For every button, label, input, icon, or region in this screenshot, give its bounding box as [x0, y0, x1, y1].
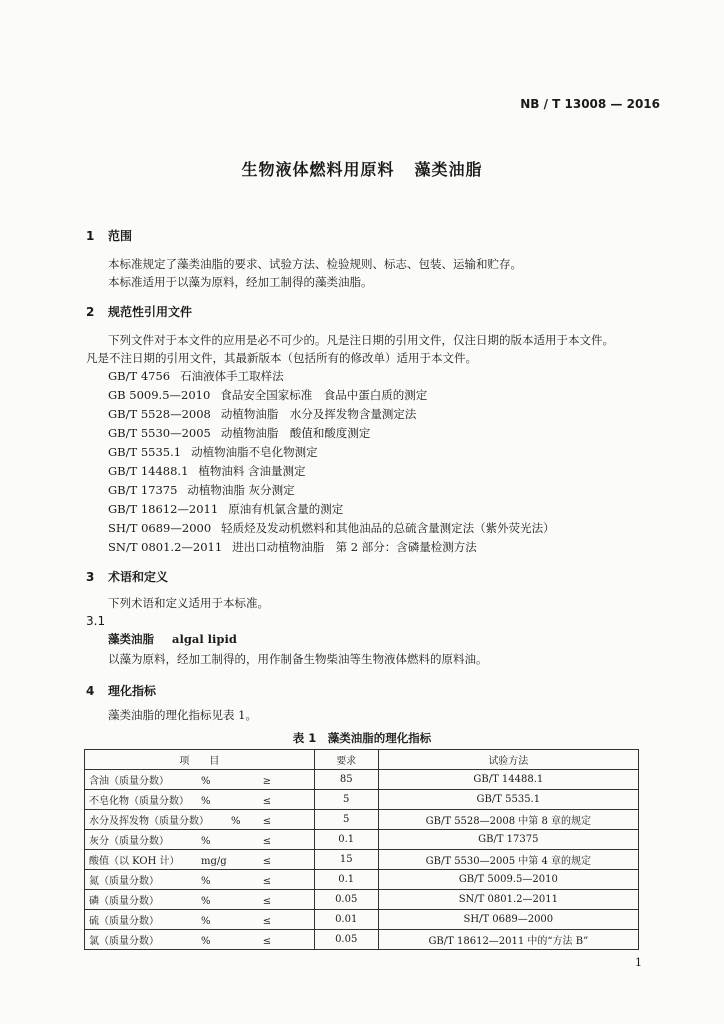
item-relation: ≤ — [262, 856, 272, 867]
item-relation: ≤ — [262, 936, 272, 947]
item-name: 氮（质量分数） — [89, 876, 159, 887]
item-name: 灰分（质量分数） — [89, 836, 169, 847]
item-cell — [85, 890, 315, 910]
terms-intro: 下列术语和定义适用于本标准。 — [108, 596, 269, 610]
reference-title: 动植物油脂 灰分测定 — [187, 483, 295, 497]
item-unit: % — [201, 796, 211, 807]
item-unit: % — [201, 836, 211, 847]
reference-code: GB/T 5535.1 — [108, 445, 182, 459]
test-method: SN/T 0801.2—2011 — [378, 890, 638, 910]
table-row — [85, 770, 639, 790]
term-chinese: 藻类油脂 — [108, 632, 154, 646]
reference-item — [108, 501, 343, 517]
header-item: 项 目 — [85, 750, 315, 770]
table-row — [85, 870, 639, 890]
references-intro-line-1: 下列文件对于本文件的应用是必不可少的。凡是注日期的引用文件，仅注日期的版本适用于本文件。 — [108, 333, 614, 347]
reference-title: 动植物油脂 水分及挥发物含量测定法 — [220, 407, 417, 421]
section-number: 4 — [86, 684, 95, 698]
item-name: 含油（质量分数） — [89, 776, 169, 787]
requirement-value: 0.1 — [314, 830, 378, 850]
requirement-value: 85 — [314, 770, 378, 790]
test-method: GB/T 18612—2011 中的“方法 B” — [378, 930, 638, 950]
reference-code: GB/T 18612—2011 — [108, 502, 219, 516]
title-sub: 藻类油脂 — [414, 160, 483, 179]
item-cell — [85, 930, 315, 950]
header-test-method: 试验方法 — [378, 750, 638, 770]
item-unit: % — [201, 896, 211, 907]
item-cell — [85, 910, 315, 930]
item-unit: % — [201, 876, 211, 887]
item-relation: ≤ — [262, 796, 272, 807]
term-number: 3.1 — [86, 614, 106, 628]
item-name: 酸值（以 KOH 计） — [89, 856, 180, 867]
reference-code: SH/T 0689—2000 — [108, 521, 212, 535]
reference-title: 食品安全国家标准 食品中蛋白质的测定 — [220, 388, 428, 402]
requirement-value: 0.05 — [314, 890, 378, 910]
item-relation: ≤ — [262, 836, 272, 847]
reference-code: SN/T 0801.2—2011 — [108, 540, 223, 554]
item-relation: ≤ — [262, 876, 272, 887]
requirement-value: 5 — [314, 810, 378, 830]
table-row — [85, 930, 639, 950]
item-unit: % — [201, 936, 211, 947]
test-method: GB/T 5528—2008 中第 8 章的规定 — [378, 810, 638, 830]
test-method: GB/T 14488.1 — [378, 770, 638, 790]
document-title — [0, 157, 724, 180]
item-unit: % — [231, 816, 241, 827]
item-cell — [85, 810, 315, 830]
references-intro-line-2: 凡是不注日期的引用文件，其最新版本（包括所有的修改单）适用于本文件。 — [86, 351, 477, 365]
item-unit: % — [201, 916, 211, 927]
item-cell — [85, 850, 315, 870]
item-cell — [85, 790, 315, 810]
item-cell — [85, 770, 315, 790]
section-title: 术语和定义 — [108, 570, 169, 584]
reference-title: 石油液体手工取样法 — [180, 369, 284, 383]
reference-item — [108, 539, 477, 555]
table-caption: 表 1 藻类油脂的理化指标 — [292, 731, 432, 745]
spec-table — [84, 749, 639, 950]
requirement-value: 15 — [314, 850, 378, 870]
term-definition: 以藻为原料，经加工制得的，用作制备生物柴油等生物液体燃料的原料油。 — [108, 652, 488, 666]
table-row — [85, 890, 639, 910]
test-method: GB/T 17375 — [378, 830, 638, 850]
reference-item — [108, 387, 427, 403]
reference-title: 动植物油脂 酸值和酸度测定 — [220, 426, 371, 440]
item-name: 硫（质量分数） — [89, 916, 159, 927]
section-number: 3 — [86, 570, 95, 584]
reference-item — [108, 482, 295, 498]
term-entry — [108, 631, 237, 647]
reference-title: 植物油料 含油量测定 — [198, 464, 306, 478]
item-name: 不皂化物（质量分数） — [89, 796, 189, 807]
section-1-heading — [86, 227, 132, 244]
requirement-value: 0.01 — [314, 910, 378, 930]
test-method: SH/T 0689—2000 — [378, 910, 638, 930]
reference-item — [108, 368, 284, 384]
reference-item — [108, 444, 318, 460]
section-title: 理化指标 — [108, 684, 157, 698]
section-3-heading — [86, 568, 168, 585]
table-row — [85, 830, 639, 850]
item-name: 氯（质量分数） — [89, 936, 159, 947]
requirement-value: 5 — [314, 790, 378, 810]
test-method: GB/T 5009.5—2010 — [378, 870, 638, 890]
reference-title: 动植物油脂不皂化物测定 — [191, 445, 318, 459]
reference-code: GB/T 4756 — [108, 369, 171, 383]
item-relation: ≤ — [262, 896, 272, 907]
reference-code: GB 5009.5—2010 — [108, 388, 211, 402]
reference-title: 原油有机氯含量的测定 — [228, 502, 344, 516]
reference-item — [108, 406, 416, 422]
requirement-value: 0.05 — [314, 930, 378, 950]
reference-item — [108, 520, 555, 536]
reference-code: GB/T 17375 — [108, 483, 178, 497]
page-number: 1 — [635, 956, 642, 969]
reference-code: GB/T 5530—2005 — [108, 426, 211, 440]
header-requirement: 要求 — [314, 750, 378, 770]
item-relation: ≥ — [262, 776, 272, 787]
section-title: 规范性引用文件 — [108, 305, 193, 319]
term-english: algal lipid — [172, 632, 237, 646]
title-main: 生物液体燃料用原料 — [241, 160, 395, 179]
table-header-row — [85, 750, 639, 770]
item-relation: ≤ — [262, 816, 272, 827]
table-row — [85, 810, 639, 830]
scope-paragraph-1: 本标准规定了藻类油脂的要求、试验方法、检验规则、标志、包装、运输和贮存。 — [108, 257, 522, 271]
standard-code: NB / T 13008 — 2016 — [520, 97, 660, 111]
item-unit: mg/g — [201, 856, 227, 867]
table-row — [85, 790, 639, 810]
item-cell — [85, 830, 315, 850]
reference-item — [108, 425, 370, 441]
scope-paragraph-2: 本标准适用于以藻为原料，经加工制得的藻类油脂。 — [108, 275, 373, 289]
item-cell — [85, 870, 315, 890]
test-method: GB/T 5530—2005 中第 4 章的规定 — [378, 850, 638, 870]
test-method: GB/T 5535.1 — [378, 790, 638, 810]
item-relation: ≤ — [262, 916, 272, 927]
requirement-value: 0.1 — [314, 870, 378, 890]
table-reference-paragraph: 藻类油脂的理化指标见表 1。 — [108, 708, 257, 722]
section-number: 2 — [86, 305, 95, 319]
section-title: 范围 — [108, 229, 133, 243]
reference-title: 进出口动植物油脂 第 2 部分：含磷量检测方法 — [232, 540, 477, 554]
item-name: 水分及挥发物（质量分数） — [89, 816, 209, 827]
section-4-heading — [86, 682, 156, 699]
section-2-heading — [86, 303, 192, 320]
reference-item — [108, 463, 306, 479]
reference-code: GB/T 14488.1 — [108, 464, 189, 478]
table-row — [85, 850, 639, 870]
section-number: 1 — [86, 229, 95, 243]
reference-title: 轻质烃及发动机燃料和其他油品的总硫含量测定法（紫外荧光法） — [221, 521, 555, 535]
table-row — [85, 910, 639, 930]
reference-code: GB/T 5528—2008 — [108, 407, 211, 421]
item-unit: % — [201, 776, 211, 787]
item-name: 磷（质量分数） — [89, 896, 159, 907]
